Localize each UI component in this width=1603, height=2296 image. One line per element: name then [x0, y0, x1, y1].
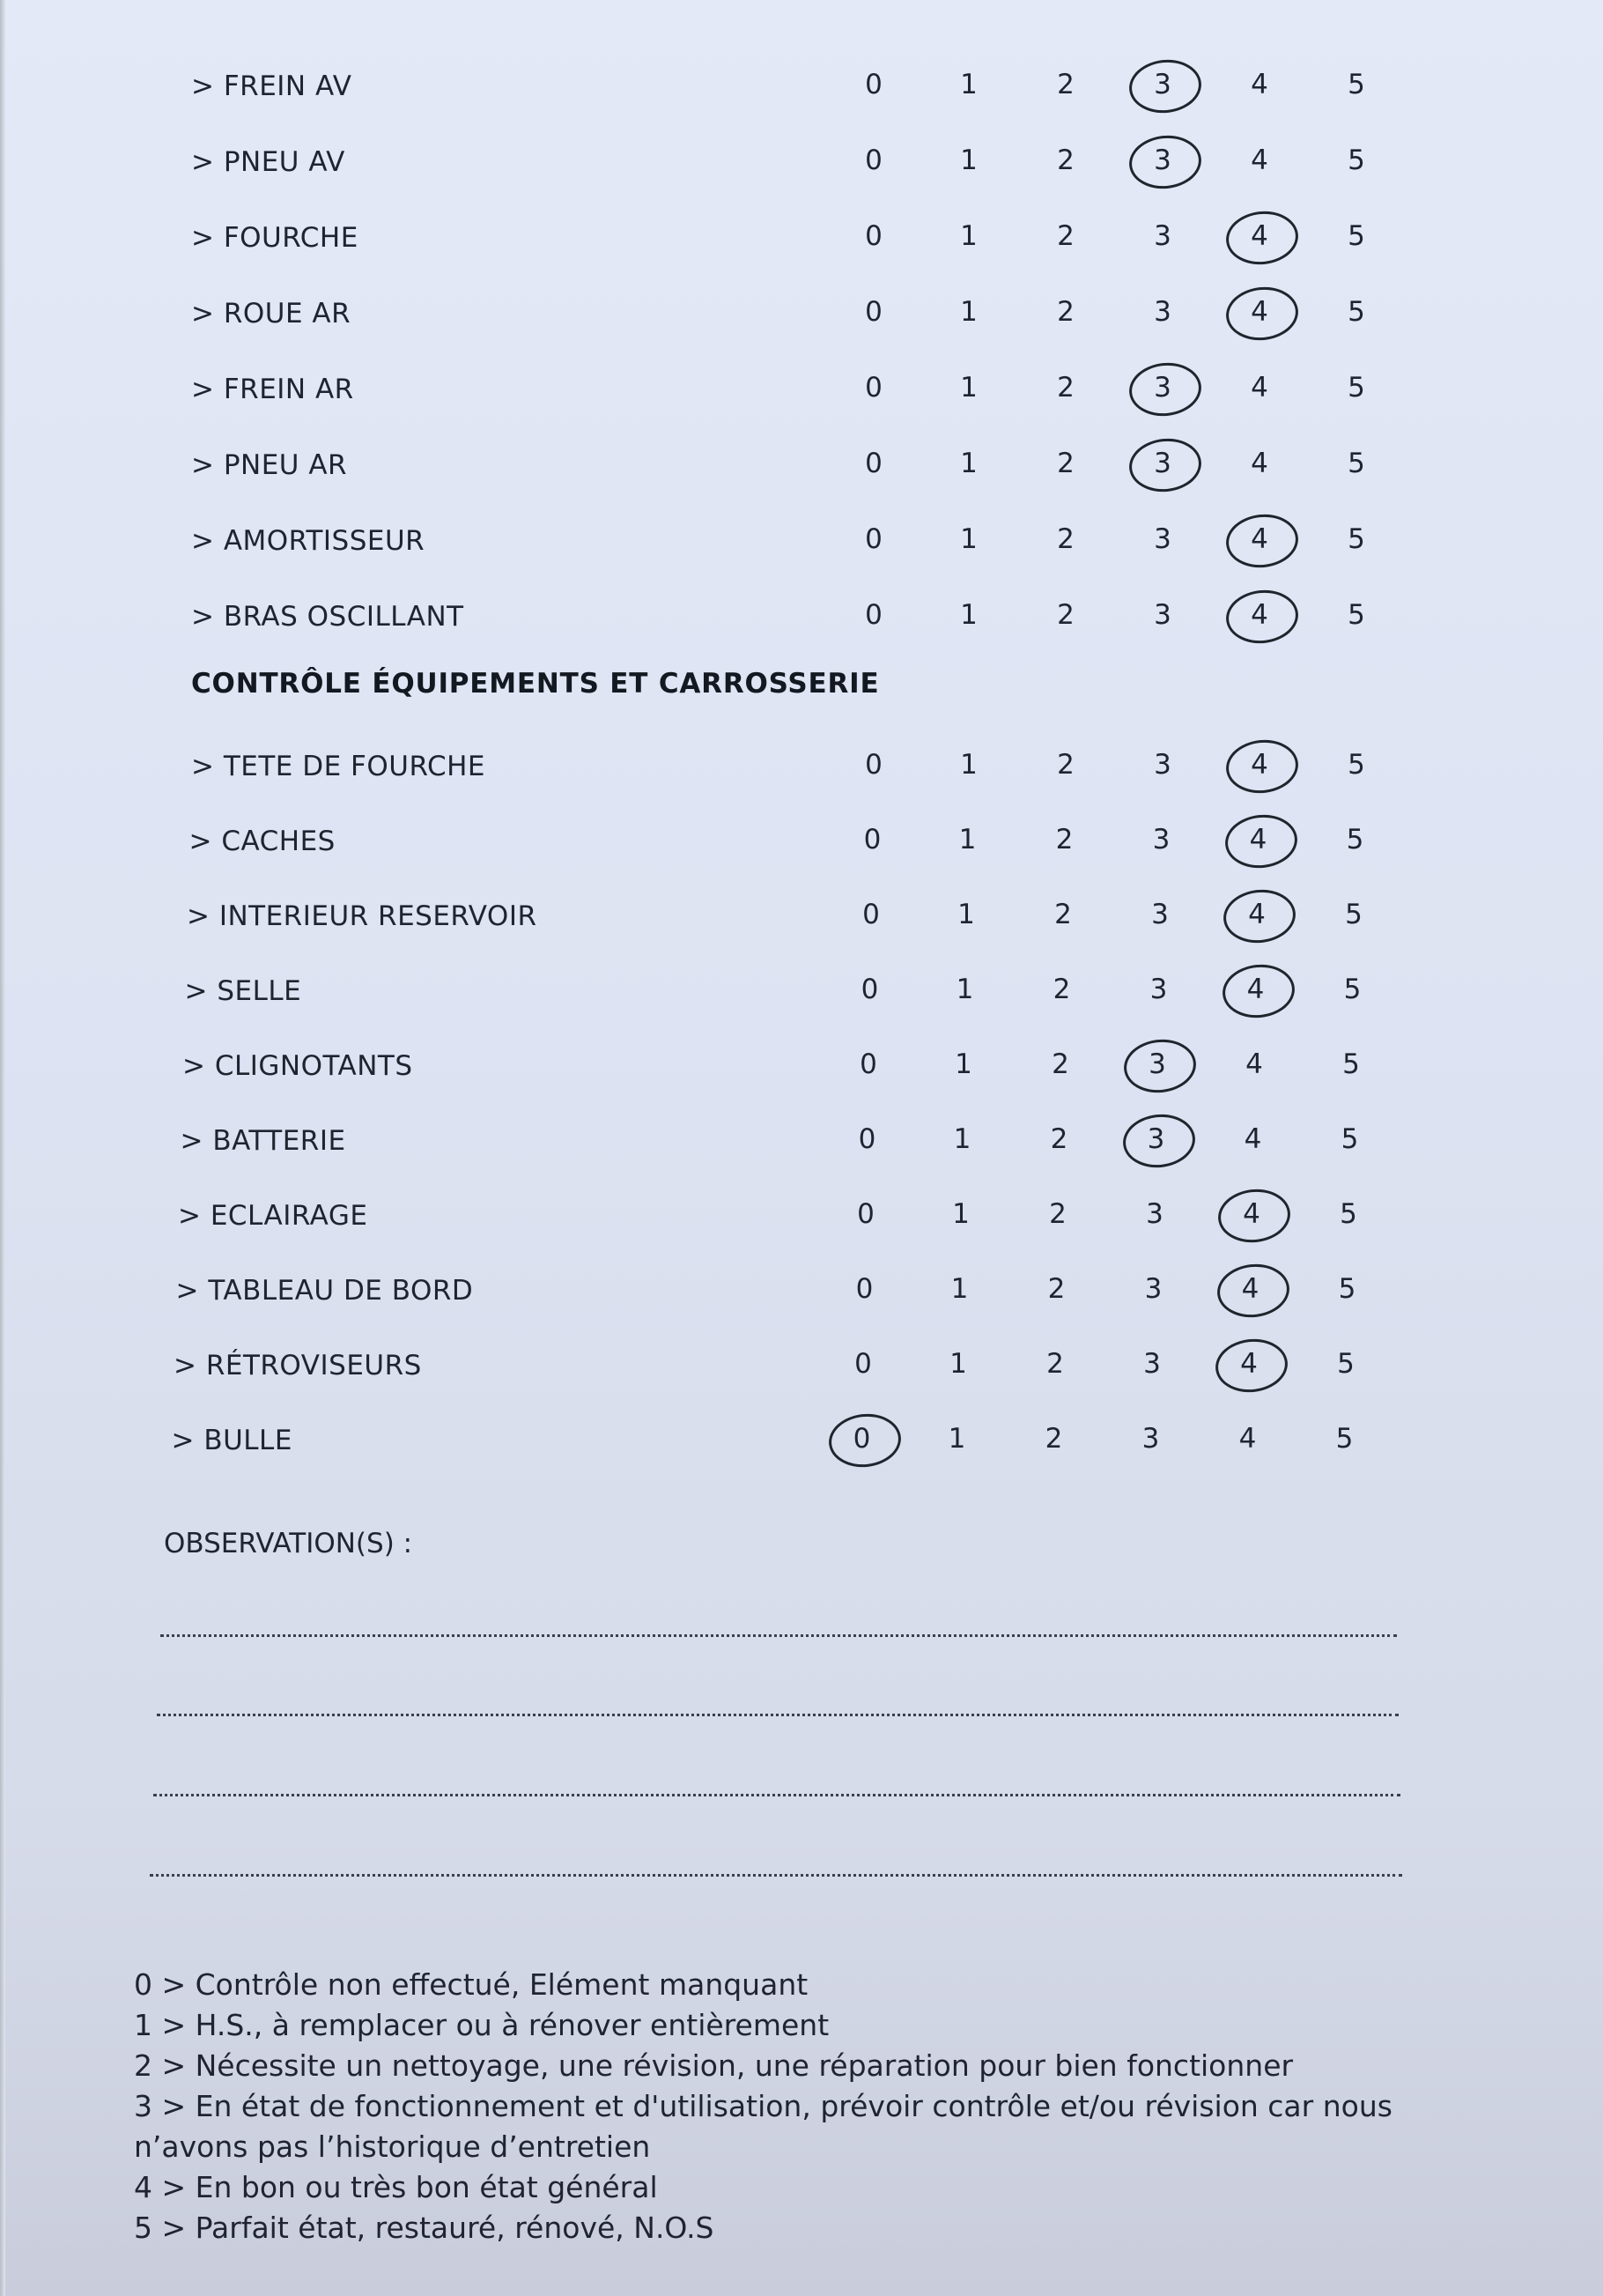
- rating-option-3[interactable]: 3: [1141, 1423, 1160, 1455]
- rating-option-3[interactable]: 3: [1143, 1348, 1161, 1380]
- legend-line: 5 > Parfait état, restauré, rénové, N.O.S: [134, 2211, 714, 2245]
- rating-option-2[interactable]: 2: [1057, 296, 1075, 328]
- rating-option-5[interactable]: 5: [1348, 448, 1365, 479]
- rating-option-5[interactable]: 5: [1346, 824, 1364, 855]
- rating-option-0[interactable]: 0: [865, 523, 883, 555]
- rating-option-0[interactable]: 0: [836, 1423, 889, 1455]
- rating-option-5[interactable]: 5: [1348, 523, 1365, 555]
- rating-option-3[interactable]: 3: [1154, 296, 1171, 328]
- rating-option-0[interactable]: 0: [865, 296, 883, 328]
- rating-option-4[interactable]: 4: [1230, 899, 1283, 930]
- rating-option-1[interactable]: 1: [952, 1198, 970, 1230]
- rating-option-3[interactable]: 3: [1131, 1048, 1184, 1080]
- checklist-row: [0, 1113, 1603, 1166]
- rating-option-4[interactable]: 4: [1225, 1198, 1278, 1230]
- rating-option-2[interactable]: 2: [1052, 1048, 1069, 1080]
- rating-option-2[interactable]: 2: [1057, 220, 1075, 252]
- item-label: > PNEU AV: [191, 146, 345, 178]
- item-label: > FOURCHE: [191, 222, 358, 254]
- rating-option-5[interactable]: 5: [1348, 220, 1365, 252]
- rating-option-1[interactable]: 1: [955, 1048, 972, 1080]
- rating-option-2[interactable]: 2: [1057, 448, 1075, 479]
- rating-option-5[interactable]: 5: [1341, 1123, 1359, 1155]
- rating-option-5[interactable]: 5: [1343, 974, 1362, 1005]
- rating-option-0[interactable]: 0: [865, 69, 883, 100]
- rating-option-3[interactable]: 3: [1136, 144, 1189, 176]
- checklist-row: [0, 738, 1603, 791]
- rating-option-2[interactable]: 2: [1057, 749, 1075, 781]
- rating-option-4[interactable]: 4: [1232, 824, 1285, 855]
- rating-option-2[interactable]: 2: [1047, 1273, 1066, 1305]
- rating-option-5[interactable]: 5: [1348, 69, 1365, 100]
- rating-option-3[interactable]: 3: [1144, 1273, 1163, 1305]
- rating-option-2[interactable]: 2: [1049, 1198, 1067, 1230]
- rating-option-0[interactable]: 0: [860, 1048, 877, 1080]
- rating-legend: [134, 1965, 1429, 2248]
- rating-option-4[interactable]: 4: [1251, 372, 1268, 404]
- item-label: > BULLE: [171, 1425, 292, 1456]
- item-label: > FREIN AV: [191, 70, 352, 102]
- rating-option-1[interactable]: 1: [960, 448, 978, 479]
- rating-option-4[interactable]: 4: [1223, 1348, 1275, 1380]
- rating-option-0[interactable]: 0: [865, 144, 883, 176]
- rating-option-3[interactable]: 3: [1154, 599, 1171, 631]
- rating-option-0[interactable]: 0: [865, 448, 883, 479]
- legend-line: 1 > H.S., à remplacer ou à rénover entièrement: [134, 2008, 830, 2042]
- checklist-row: [0, 1038, 1603, 1091]
- rating-option-1[interactable]: 1: [950, 1273, 969, 1305]
- rating-option-1[interactable]: 1: [960, 220, 978, 252]
- rating-option-2[interactable]: 2: [1057, 69, 1075, 100]
- rating-option-2[interactable]: 2: [1057, 599, 1075, 631]
- checklist-row: [0, 1188, 1603, 1241]
- rating-option-1[interactable]: 1: [960, 144, 978, 176]
- item-label: > RÉTROVISEURS: [174, 1350, 422, 1381]
- rating-option-2[interactable]: 2: [1057, 144, 1075, 176]
- rating-option-0[interactable]: 0: [858, 1123, 876, 1155]
- rating-option-2[interactable]: 2: [1053, 974, 1071, 1005]
- rating-option-5[interactable]: 5: [1348, 144, 1365, 176]
- rating-option-3[interactable]: 3: [1146, 1198, 1163, 1230]
- rating-option-1[interactable]: 1: [960, 749, 978, 781]
- rating-option-4[interactable]: 4: [1233, 599, 1286, 631]
- checklist-row: [0, 888, 1603, 941]
- item-label: > ECLAIRAGE: [178, 1200, 368, 1232]
- legend-line: 2 > Nécessite un nettoyage, une révision, une réparation pour bien fonctionner: [134, 2048, 1294, 2083]
- rating-option-1[interactable]: 1: [960, 523, 978, 555]
- checklist-row: [0, 589, 1603, 641]
- checklist-row: [0, 361, 1603, 414]
- checklist-row: [0, 285, 1603, 338]
- legend-line: 0 > Contrôle non effectué, Elément manquant: [134, 1967, 809, 2002]
- item-label: > AMORTISSEUR: [191, 525, 425, 557]
- item-label: > TETE DE FOURCHE: [191, 751, 485, 782]
- rating-option-3[interactable]: 3: [1136, 69, 1189, 100]
- rating-option-4[interactable]: 4: [1251, 144, 1268, 176]
- rating-option-1[interactable]: 1: [960, 296, 978, 328]
- section-title: CONTRÔLE ÉQUIPEMENTS ET CARROSSERIE: [191, 668, 880, 700]
- rating-option-5[interactable]: 5: [1338, 1273, 1356, 1305]
- rating-option-0[interactable]: 0: [861, 974, 879, 1005]
- rating-option-4[interactable]: 4: [1224, 1273, 1277, 1305]
- rating-option-0[interactable]: 0: [865, 599, 883, 631]
- checklist-row: [0, 1337, 1603, 1390]
- rating-option-3[interactable]: 3: [1130, 1123, 1183, 1155]
- rating-option-2[interactable]: 2: [1055, 824, 1074, 855]
- rating-option-5[interactable]: 5: [1340, 1198, 1357, 1230]
- item-label: > BATTERIE: [180, 1125, 346, 1157]
- checklist-row: [0, 813, 1603, 866]
- rating-option-3[interactable]: 3: [1154, 749, 1171, 781]
- checklist-row: [0, 1412, 1603, 1465]
- rating-option-1[interactable]: 1: [960, 69, 978, 100]
- rating-option-2[interactable]: 2: [1057, 372, 1075, 404]
- rating-option-3[interactable]: 3: [1154, 523, 1171, 555]
- legend-line: 4 > En bon ou très bon état général: [134, 2170, 658, 2204]
- item-label: > CACHES: [188, 826, 336, 857]
- rating-option-1[interactable]: 1: [953, 1123, 971, 1155]
- observations-label: OBSERVATION(S) :: [164, 1528, 413, 1559]
- legend-line: n’avons pas l’historique d’entretien: [134, 2129, 651, 2164]
- rating-option-4[interactable]: 4: [1251, 448, 1268, 479]
- rating-option-1[interactable]: 1: [958, 824, 977, 855]
- rating-option-5[interactable]: 5: [1348, 372, 1365, 404]
- rating-option-5[interactable]: 5: [1335, 1423, 1354, 1455]
- rating-option-5[interactable]: 5: [1342, 1048, 1360, 1080]
- rating-option-2[interactable]: 2: [1045, 1423, 1063, 1455]
- rating-option-3[interactable]: 3: [1152, 824, 1171, 855]
- checklist-row: [0, 210, 1603, 263]
- legend-line: 3 > En état de fonctionnement et d'utilisation, prévoir contrôle et/ou révision car nous: [134, 2089, 1392, 2123]
- item-label: > INTERIEUR RESERVOIR: [187, 900, 537, 932]
- rating-option-1[interactable]: 1: [949, 1348, 967, 1380]
- rating-option-4[interactable]: 4: [1233, 296, 1286, 328]
- observation-line[interactable]: [160, 1634, 1397, 1637]
- rating-option-3[interactable]: 3: [1151, 899, 1169, 930]
- checklist-row: [0, 58, 1603, 111]
- checklist-row: [0, 963, 1603, 1016]
- rating-option-4[interactable]: 4: [1230, 974, 1282, 1005]
- item-label: > SELLE: [184, 975, 302, 1007]
- rating-option-5[interactable]: 5: [1348, 599, 1365, 631]
- observation-line[interactable]: [150, 1874, 1402, 1877]
- rating-option-4[interactable]: 4: [1233, 220, 1286, 252]
- rating-option-5[interactable]: 5: [1348, 749, 1365, 781]
- rating-option-1[interactable]: 1: [956, 974, 974, 1005]
- rating-option-4[interactable]: 4: [1233, 523, 1286, 555]
- item-label: > CLIGNOTANTS: [182, 1050, 413, 1082]
- rating-option-1[interactable]: 1: [948, 1423, 966, 1455]
- rating-option-2[interactable]: 2: [1050, 1123, 1068, 1155]
- rating-option-4[interactable]: 4: [1233, 749, 1286, 781]
- checklist-row: [0, 513, 1603, 566]
- checklist-row: [0, 134, 1603, 187]
- checklist-row: [0, 437, 1603, 490]
- rating-option-3[interactable]: 3: [1136, 372, 1189, 404]
- rating-option-0[interactable]: 0: [855, 1273, 874, 1305]
- rating-option-4[interactable]: 4: [1245, 1048, 1263, 1080]
- item-label: > FREIN AR: [191, 374, 354, 405]
- rating-option-0[interactable]: 0: [862, 899, 880, 930]
- observation-line[interactable]: [157, 1714, 1399, 1716]
- rating-option-5[interactable]: 5: [1348, 296, 1365, 328]
- item-label: > ROUE AR: [191, 298, 351, 330]
- rating-option-0[interactable]: 0: [863, 824, 882, 855]
- item-label: > TABLEAU DE BORD: [175, 1275, 474, 1307]
- rating-option-0[interactable]: 0: [865, 749, 883, 781]
- item-label: > PNEU AR: [191, 449, 348, 481]
- rating-option-2[interactable]: 2: [1054, 899, 1072, 930]
- rating-option-0[interactable]: 0: [865, 220, 883, 252]
- rating-option-0[interactable]: 0: [854, 1348, 872, 1380]
- rating-option-1[interactable]: 1: [960, 372, 978, 404]
- rating-option-3[interactable]: 3: [1149, 974, 1168, 1005]
- rating-option-5[interactable]: 5: [1337, 1348, 1355, 1380]
- rating-option-0[interactable]: 0: [865, 372, 883, 404]
- rating-option-2[interactable]: 2: [1057, 523, 1075, 555]
- rating-option-0[interactable]: 0: [857, 1198, 875, 1230]
- rating-option-2[interactable]: 2: [1046, 1348, 1064, 1380]
- rating-option-4[interactable]: 4: [1251, 69, 1268, 100]
- rating-option-5[interactable]: 5: [1345, 899, 1363, 930]
- rating-option-4[interactable]: 4: [1244, 1123, 1262, 1155]
- observation-line[interactable]: [153, 1794, 1400, 1796]
- rating-option-1[interactable]: 1: [957, 899, 975, 930]
- rating-option-3[interactable]: 3: [1154, 220, 1171, 252]
- rating-option-3[interactable]: 3: [1136, 448, 1189, 479]
- rating-option-4[interactable]: 4: [1238, 1423, 1257, 1455]
- checklist-row: [0, 1263, 1603, 1315]
- rating-option-1[interactable]: 1: [960, 599, 978, 631]
- item-label: > BRAS OSCILLANT: [191, 601, 464, 633]
